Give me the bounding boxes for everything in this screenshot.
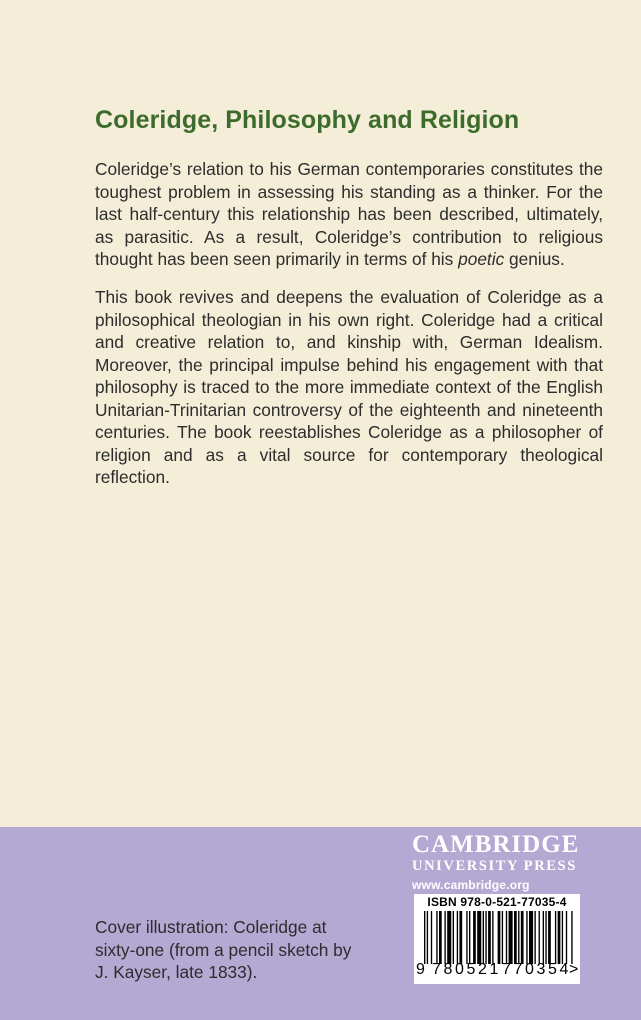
publisher-logo bbox=[412, 832, 582, 892]
barcode-bar-7 bbox=[453, 911, 454, 964]
barcode-bar-36 bbox=[571, 911, 572, 964]
paragraph-1-end: genius. bbox=[504, 249, 565, 269]
barcode-bar-0 bbox=[424, 911, 425, 964]
barcode-bar-4 bbox=[439, 911, 442, 964]
publisher-name: CAMBRIDGE bbox=[412, 831, 580, 858]
barcode-bar-5 bbox=[444, 911, 445, 964]
barcode-digits-group-2: 770354 bbox=[502, 961, 571, 978]
book-title: Coleridge, Philosophy and Religion bbox=[95, 106, 520, 134]
barcode-digits-group-1: 780521 bbox=[432, 961, 501, 978]
barcode-bar-33 bbox=[558, 911, 561, 964]
description-paragraph-1 bbox=[95, 158, 603, 271]
barcode-bar-13 bbox=[477, 911, 481, 964]
barcode-bar-34 bbox=[562, 911, 563, 964]
barcode-bar-15 bbox=[485, 911, 486, 964]
barcode-digits bbox=[414, 961, 580, 983]
barcode-bar-31 bbox=[548, 911, 551, 964]
barcode-bar-16 bbox=[488, 911, 491, 964]
barcode-bar-1 bbox=[427, 911, 428, 964]
barcode-bar-12 bbox=[473, 911, 476, 964]
barcode-bar-22 bbox=[514, 911, 517, 964]
barcode-bar-17 bbox=[492, 911, 493, 964]
barcode-bar-35 bbox=[566, 911, 567, 964]
barcode-bar-29 bbox=[543, 911, 544, 964]
description-paragraph-2: This book revives and deepens the evaluation of Coleridge as a philosophical theologian in his own right. Coleridge had a critical and creative relation to, and kinship with, German Idealism. Moreover, the principal impulse behind his engagement with that philosophy is traced to the more immediate context of the English Unitarian-Trinitarian controversy of the eighteenth and nineteenth centuries. The book reestablishes Coleridge as a philosopher of religion and as a vital source for contemporary theological reflection. bbox=[95, 287, 603, 487]
barcode-bar-20 bbox=[506, 911, 507, 964]
barcode-bar-6 bbox=[447, 911, 451, 964]
barcode-bar-32 bbox=[555, 911, 556, 964]
barcode-bar-24 bbox=[521, 911, 524, 964]
barcode-bar-18 bbox=[498, 911, 501, 964]
publisher-url: www.cambridge.org bbox=[412, 878, 530, 892]
barcode-bar-23 bbox=[518, 911, 519, 964]
barcode-bar-27 bbox=[534, 911, 535, 964]
barcode-bar-14 bbox=[483, 911, 484, 964]
barcode-bar-26 bbox=[529, 911, 533, 964]
isbn-label: ISBN 978-0-521-77035-4 bbox=[427, 895, 567, 909]
barcode-bar-30 bbox=[545, 911, 546, 964]
cover-caption: Cover illustration: Coleridge at sixty-one (from a pencil sketch by J. Kayser, late 1833). bbox=[95, 917, 352, 982]
isbn-barcode bbox=[414, 894, 580, 984]
barcode-bar-25 bbox=[526, 911, 527, 964]
barcode-bar-28 bbox=[539, 911, 540, 964]
barcode-bar-3 bbox=[436, 911, 437, 964]
publisher-subtitle: UNIVERSITY PRESS bbox=[412, 858, 577, 874]
barcode-bar-10 bbox=[466, 911, 467, 964]
barcode-bar-8 bbox=[457, 911, 458, 964]
barcode-bar-21 bbox=[509, 911, 513, 964]
barcode-bars bbox=[424, 911, 574, 964]
paragraph-1-text: Coleridge’s relation to his German contemporaries constitutes the toughest problem in assessing his standing as a thinker. For the last half-century this relationship has been described, ultimately, as parasitic. As a result, Coleridge’s contribution to religious thought has been seen primarily in terms of his bbox=[95, 159, 603, 269]
barcode-bar-9 bbox=[459, 911, 462, 964]
barcode-digit-lead: 9 bbox=[416, 961, 425, 978]
barcode-digit-tail: > bbox=[569, 961, 579, 978]
barcode-bar-11 bbox=[469, 911, 470, 964]
barcode-bar-19 bbox=[502, 911, 503, 964]
paragraph-1-italic: poetic bbox=[458, 249, 505, 269]
barcode-bar-2 bbox=[431, 911, 432, 964]
